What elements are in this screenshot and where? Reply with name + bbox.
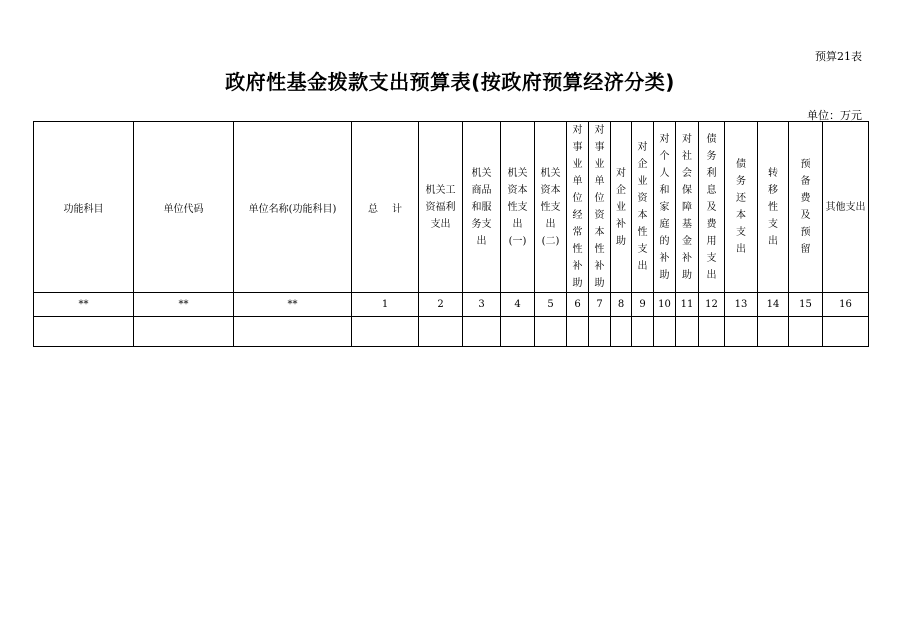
column-number: 8 (611, 293, 632, 317)
table-cell (134, 317, 234, 347)
header-unit-code: 单位代码 (134, 122, 234, 293)
header-unit-name: 单位名称(功能科目) (234, 122, 352, 293)
column-number: ** (134, 293, 234, 317)
column-number: ** (234, 293, 352, 317)
empty-data-row (34, 317, 869, 347)
column-number: 9 (632, 293, 654, 317)
header-c3: 机关资本性支出(一) (501, 122, 535, 293)
column-number-row (34, 293, 869, 317)
unit-label: 单位：万元 (807, 109, 862, 122)
table-cell (632, 317, 654, 347)
header-c7: 对企业补助 (611, 122, 632, 293)
header-c6: 对事业单位资本性补助 (589, 122, 611, 293)
column-number: 7 (589, 293, 611, 317)
column-number: 11 (676, 293, 699, 317)
column-number: 15 (789, 293, 823, 317)
table-cell (234, 317, 352, 347)
header-c12: 债务还本支出 (725, 122, 758, 293)
header-c11: 债务利息及费用支出 (699, 122, 725, 293)
table-cell (419, 317, 463, 347)
table-cell (463, 317, 501, 347)
page-title: 政府性基金拨款支出预算表(按政府预算经济分类) (225, 70, 675, 94)
header-c1: 机关工资福利支出 (419, 122, 463, 293)
header-func-subject: 功能科目 (34, 122, 134, 293)
column-number: 3 (463, 293, 501, 317)
column-number: 14 (758, 293, 789, 317)
column-number: 12 (699, 293, 725, 317)
table-cell (699, 317, 725, 347)
header-c5: 对事业单位经常性补助 (567, 122, 589, 293)
header-c9: 对个人和家庭的补助 (654, 122, 676, 293)
column-number: 1 (352, 293, 419, 317)
table-cell (352, 317, 419, 347)
table-number: 预算21表 (815, 50, 862, 63)
header-c13: 转移性支出 (758, 122, 789, 293)
header-c10: 对社会保障基金补助 (676, 122, 699, 293)
table-cell (501, 317, 535, 347)
column-number: 13 (725, 293, 758, 317)
column-number: 10 (654, 293, 676, 317)
table-cell (758, 317, 789, 347)
column-number: 2 (419, 293, 463, 317)
table-cell (589, 317, 611, 347)
column-number: 6 (567, 293, 589, 317)
table-cell (676, 317, 699, 347)
header-c14: 预备费及预留 (789, 122, 823, 293)
header-total: 总 计 (352, 122, 419, 293)
table-cell (654, 317, 676, 347)
column-number: ** (34, 293, 134, 317)
table-cell (611, 317, 632, 347)
table-cell (34, 317, 134, 347)
header-c2: 机关商品和服务支出 (463, 122, 501, 293)
header-c8: 对企业资本性支出 (632, 122, 654, 293)
table-cell (823, 317, 869, 347)
table-cell (789, 317, 823, 347)
header-c15: 其他支出 (823, 122, 869, 293)
table-cell (535, 317, 567, 347)
header-c4: 机关资本性支出(二) (535, 122, 567, 293)
table-cell (725, 317, 758, 347)
table-cell (567, 317, 589, 347)
header-row (34, 122, 869, 293)
column-number: 5 (535, 293, 567, 317)
column-number: 4 (501, 293, 535, 317)
budget-table (33, 121, 869, 347)
column-number: 16 (823, 293, 869, 317)
